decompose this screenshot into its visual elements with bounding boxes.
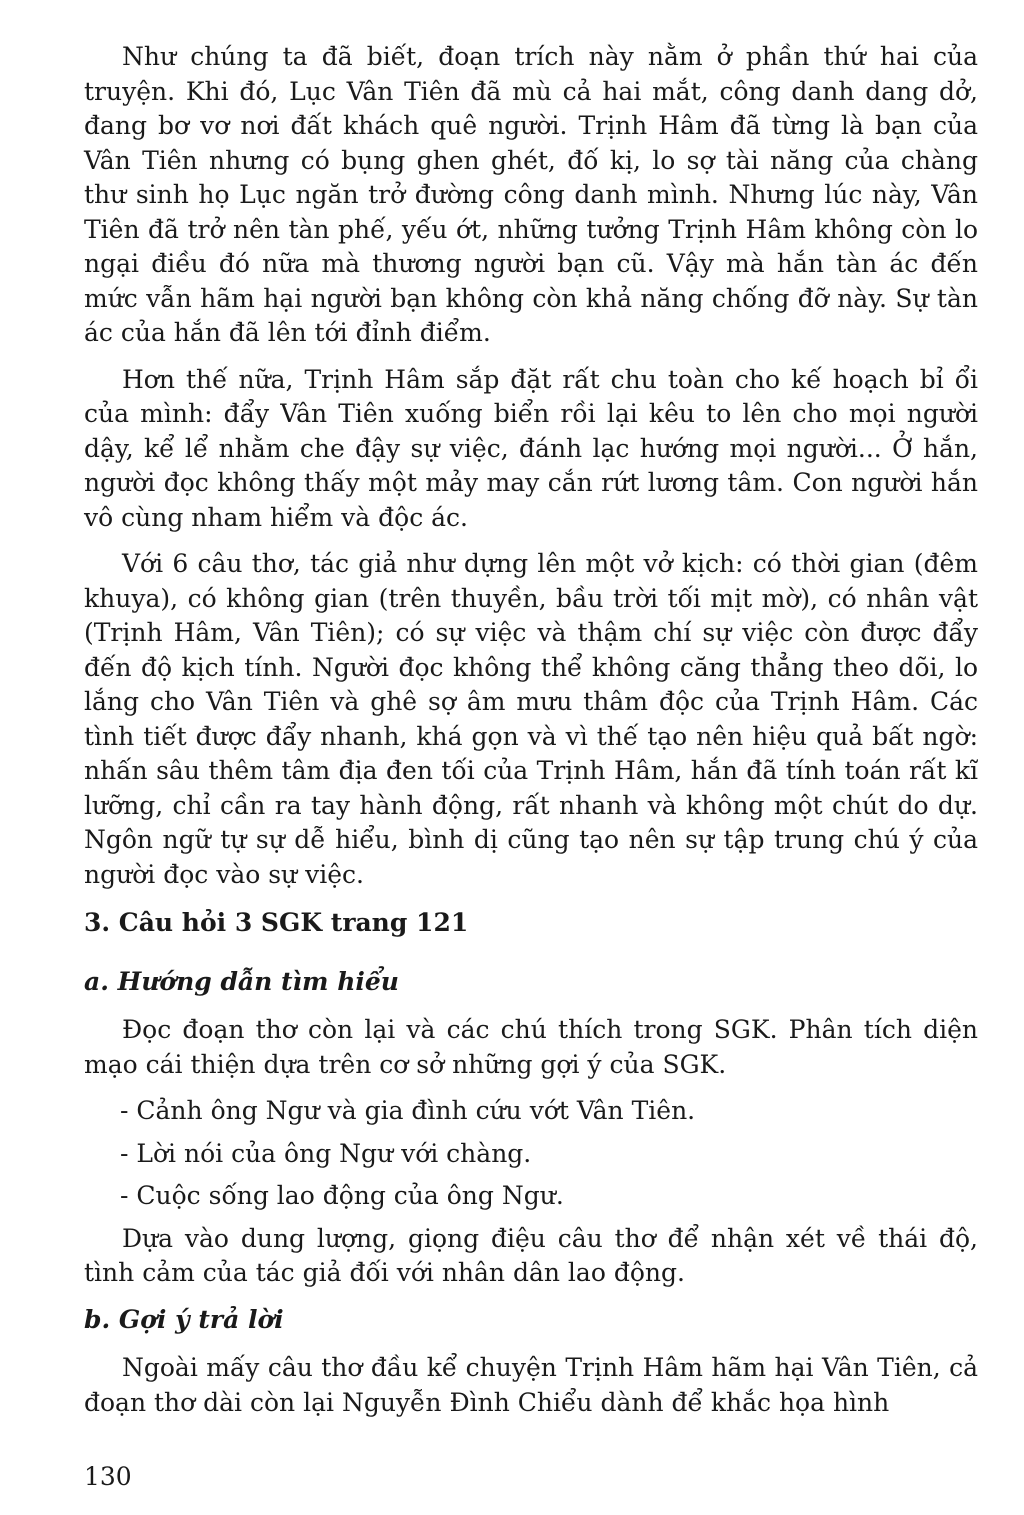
subheading-guide: a. Hướng dẫn tìm hiểu xyxy=(84,966,399,996)
page-number: 130 xyxy=(84,1462,132,1491)
list-item: - Cuộc sống lao động của ông Ngư. xyxy=(120,1181,564,1210)
list-item: - Cảnh ông Ngư và gia đình cứu vớt Vân Tiên. xyxy=(120,1096,696,1125)
list-item: - Lời nói của ông Ngư với chàng. xyxy=(120,1138,532,1168)
paragraph: Dựa vào dung lượng, giọng điệu câu thơ để nhận xét về thái độ, tình cảm của tác giả đối với nhân dân lao động. xyxy=(84,1223,978,1287)
paragraph: Như chúng ta đã biết, đoạn trích này nằm ở phần thứ hai của truyện. Khi đó, Lục Vân Tiên đã mù cả hai mắt, công danh dang dở, đang bơ vơ nơi đất khách quê người. Trịnh Hâm đã từng là bạn của Vân Tiên nhưng có bụng ghen ghét, đố kị, lo sợ tài năng của chàng thư sinh họ Lục ngăn trở đường công danh mình. Nhưng lúc này, Vân Tiên đã trở nên tàn phế, yếu ớt, những tưởng Trịnh Hâm không còn lo ngại điều đó nữa mà thương người bạn cũ. Vậy mà hắn tàn ác đến mức vẫn hãm hại người bạn không còn khả năng chống đỡ này. Sự tàn ác của hắn đã lên tới đỉnh điểm. xyxy=(84,42,978,347)
paragraph: Đọc đoạn thơ còn lại và các chú thích trong SGK. Phân tích diện mạo cái thiện dựa trên cơ sở những gợi ý của SGK. xyxy=(84,1015,978,1079)
section-heading: 3. Câu hỏi 3 SGK trang 121 xyxy=(84,908,469,937)
paragraph: Ngoài mấy câu thơ đầu kể chuyện Trịnh Hâm hãm hại Vân Tiên, cả đoạn thơ dài còn lại Nguyễn Đình Chiểu dành để khắc họa hình xyxy=(84,1353,978,1417)
paragraph: Hơn thế nữa, Trịnh Hâm sắp đặt rất chu toàn cho kế hoạch bỉ ổi của mình: đẩy Vân Tiên xuống biển rồi lại kêu to lên cho mọi người dậy, kể lể nhằm che đậy sự việc, đánh lạc hướng mọi người... Ở hắn, người đọc không thấy một mảy may cắn rứt lương tâm. Con người hắn vô cùng nham hiểm và độc ác. xyxy=(84,364,978,532)
page-content xyxy=(84,40,978,1432)
paragraph: Với 6 câu thơ, tác giả như dựng lên một vở kịch: có thời gian (đêm khuya), có không gian (trên thuyền, bầu trời tối mịt mờ), có nhân vật (Trịnh Hâm, Vân Tiên); có sự việc và thậm chí sự việc còn được đẩy đến độ kịch tính. Người đọc không thể không căng thẳng theo dõi, lo lắng cho Vân Tiên và ghê sợ âm mưu thâm độc của Trịnh Hâm. Các tình tiết được đẩy nhanh, khá gọn và vì thế tạo nên hiệu quả bất ngờ: nhấn sâu thêm tâm địa đen tối của Trịnh Hâm, hắn đã tính toán rất kĩ lưỡng, chỉ cần ra tay hành động, rất nhanh và không một chút do dự. Ngôn ngữ tự sự dễ hiểu, bình dị cũng tạo nên sự tập trung chú ý của người đọc vào sự việc. xyxy=(84,549,978,889)
subheading-answer: b. Gợi ý trả lời xyxy=(84,1304,284,1334)
